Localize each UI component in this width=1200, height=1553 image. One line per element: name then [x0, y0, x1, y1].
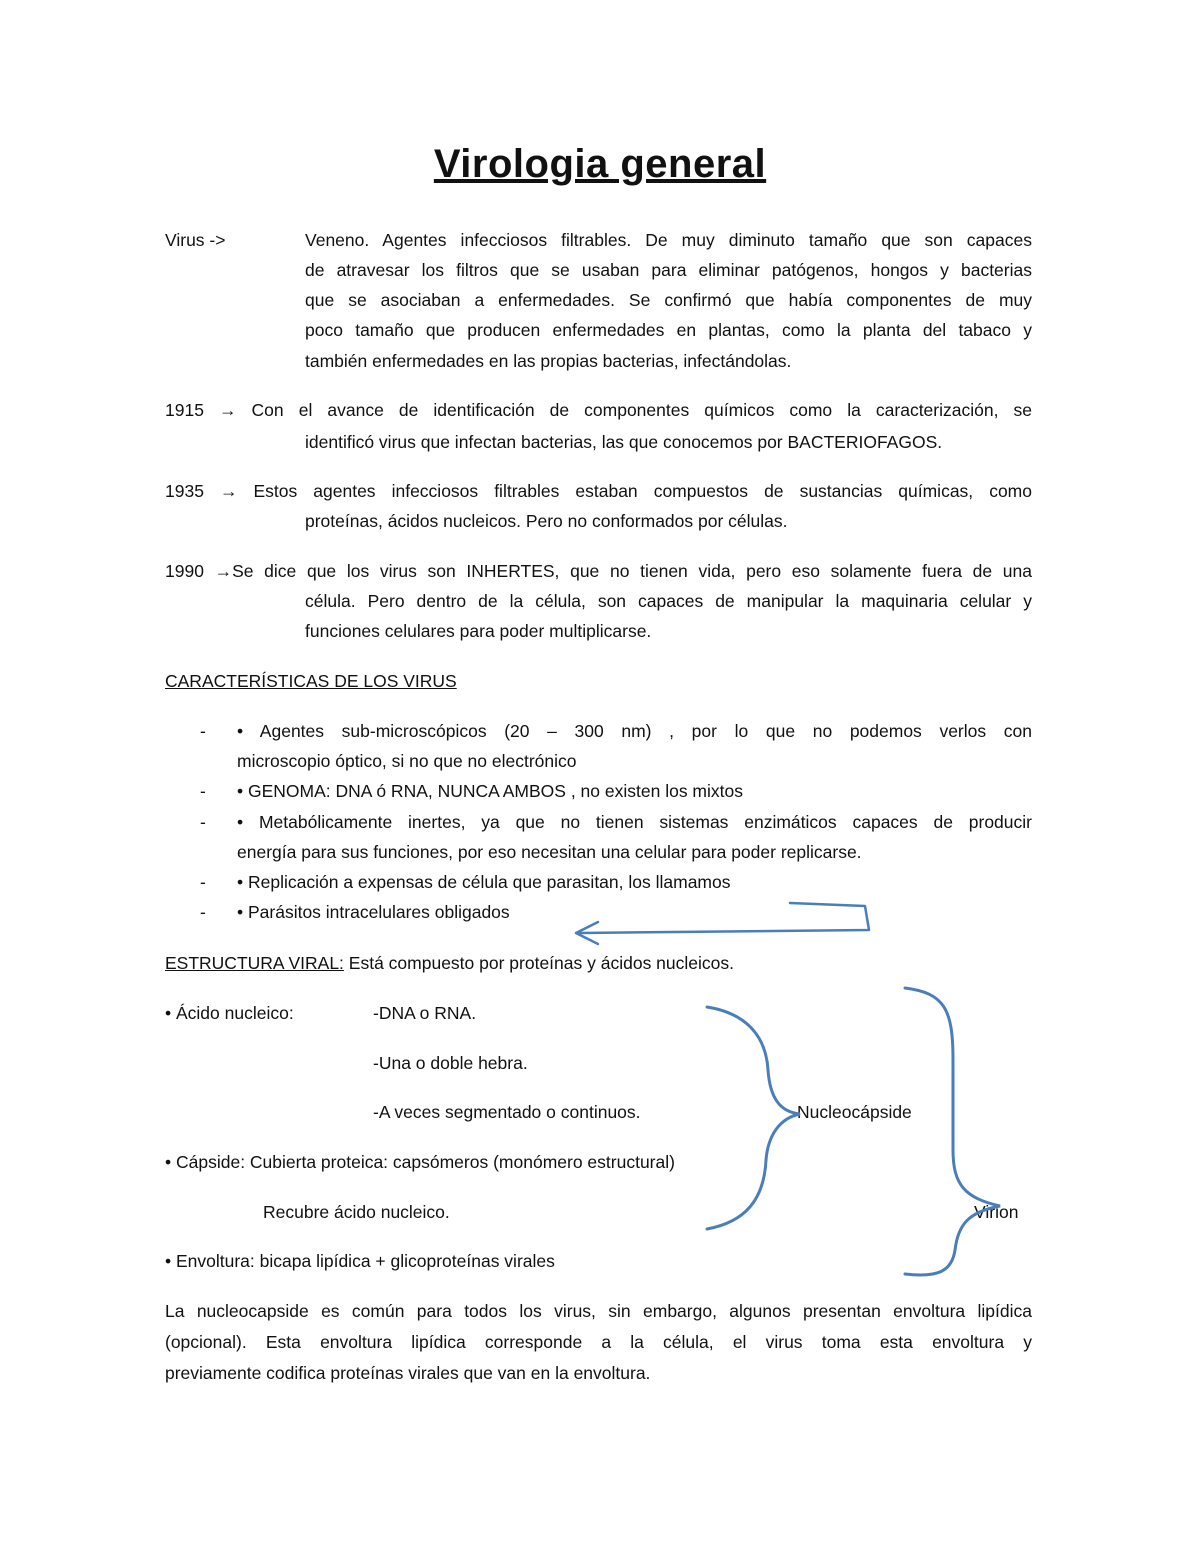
list-dash: - [200, 812, 206, 832]
structure-heading: ESTRUCTURA VIRAL: [165, 953, 344, 973]
history-1935-line-2: proteínas, ácidos nucleicos. Pero no conformados por células. [305, 511, 788, 531]
arrow-head-icon [576, 922, 598, 944]
page-title: Virologia general [433, 142, 767, 186]
structure-heading-line [165, 952, 734, 974]
closing-line-1: La nucleocapside es común para todos los virus, sin embargo, algunos presentan envoltura lipídica [165, 1301, 1032, 1321]
acid-item-1: -DNA o RNA. [373, 1003, 477, 1023]
history-1935-line-1: 1935 → Estos agentes infecciosos filtrables estaban compuestos de sustancias químicas, como [165, 481, 1032, 501]
capside-sub: Recubre ácido nucleico. [263, 1202, 450, 1222]
arrow-shaft-icon [580, 903, 869, 933]
characteristic-1-line-1: • Agentes sub-microscópicos (20 – 300 nm) , por lo que no podemos verlos con [237, 721, 1032, 741]
nucleocapsid-brace-icon [707, 1007, 800, 1229]
characteristic-3-line-1: • Metabólicamente inertes, ya que no tienen sistemas enzimáticos capaces de producir [237, 812, 1032, 832]
characteristic-5: • Parásitos intracelulares obligados [237, 902, 510, 922]
virus-line-1: Veneno. Agentes infecciosos filtrables. De muy diminuto tamaño que son capaces [305, 230, 1032, 250]
characteristic-2: • GENOMA: DNA ó RNA, NUNCA AMBOS , no existen los mixtos [237, 781, 743, 801]
closing-line-2: (opcional). Esta envoltura lipídica corresponde a la célula, el virus toma esta envoltura y [165, 1332, 1032, 1352]
history-1990-line-3: funciones celulares para poder multiplicarse. [305, 621, 652, 641]
acid-item-3: -A veces segmentado o continuos. [373, 1102, 641, 1122]
history-1990-line-2: célula. Pero dentro de la célula, son capaces de manipular la maquinaria celular y [305, 591, 1032, 611]
list-dash: - [200, 902, 206, 922]
characteristic-4: • Replicación a expensas de célula que parasitan, los llamamos [237, 872, 731, 892]
acid-item-2: -Una o doble hebra. [373, 1053, 528, 1073]
history-1915-line-2: identificó virus que infectan bacterias, las que conocemos por BACTERIOFAGOS. [305, 432, 943, 452]
virion-brace-icon [905, 988, 1000, 1275]
characteristics-heading: CARACTERÍSTICAS DE LOS VIRUS [165, 671, 457, 691]
closing-line-3: previamente codifica proteínas virales que van en la envoltura. [165, 1363, 651, 1383]
virus-line-2: de atravesar los filtros que se usaban para eliminar patógenos, hongos y bacterias [305, 260, 1032, 280]
characteristic-3-line-2: energía para sus funciones, por eso necesitan una celular para poder replicarse. [237, 842, 862, 862]
nucleocapsid-label: Nucleocápside [797, 1102, 912, 1122]
characteristic-1-line-2: microscopio óptico, si no que no electrónico [237, 751, 577, 771]
virus-line-3: que se asociaban a enfermedades. Se confirmó que había componentes de muy [305, 290, 1032, 310]
envelope-line: • Envoltura: bicapa lipídica + glicoproteínas virales [165, 1251, 555, 1271]
history-1915-line-1: 1915 → Con el avance de identificación de componentes químicos como la caracterización, se [165, 400, 1032, 420]
history-1990-line-1: 1990 →Se dice que los virus son INHERTES, que no tienen vida, pero eso solamente fuera de una [165, 561, 1032, 581]
virus-line-5: también enfermedades en las propias bacterias, infectándolas. [305, 351, 792, 371]
structure-heading-rest: Está compuesto por proteínas y ácidos nucleicos. [343, 953, 735, 973]
virus-label: Virus -> [165, 230, 226, 250]
virion-label: Virion [974, 1202, 1019, 1222]
virus-line-4: poco tamaño que producen enfermedades en plantas, como la planta del tabaco y [305, 320, 1032, 340]
list-dash: - [200, 781, 206, 801]
list-dash: - [200, 872, 206, 892]
list-dash: - [200, 721, 206, 741]
acid-label: • Ácido nucleico: [165, 1003, 294, 1023]
capside-line: • Cápside: Cubierta proteica: capsómeros (monómero estructural) [165, 1152, 675, 1172]
